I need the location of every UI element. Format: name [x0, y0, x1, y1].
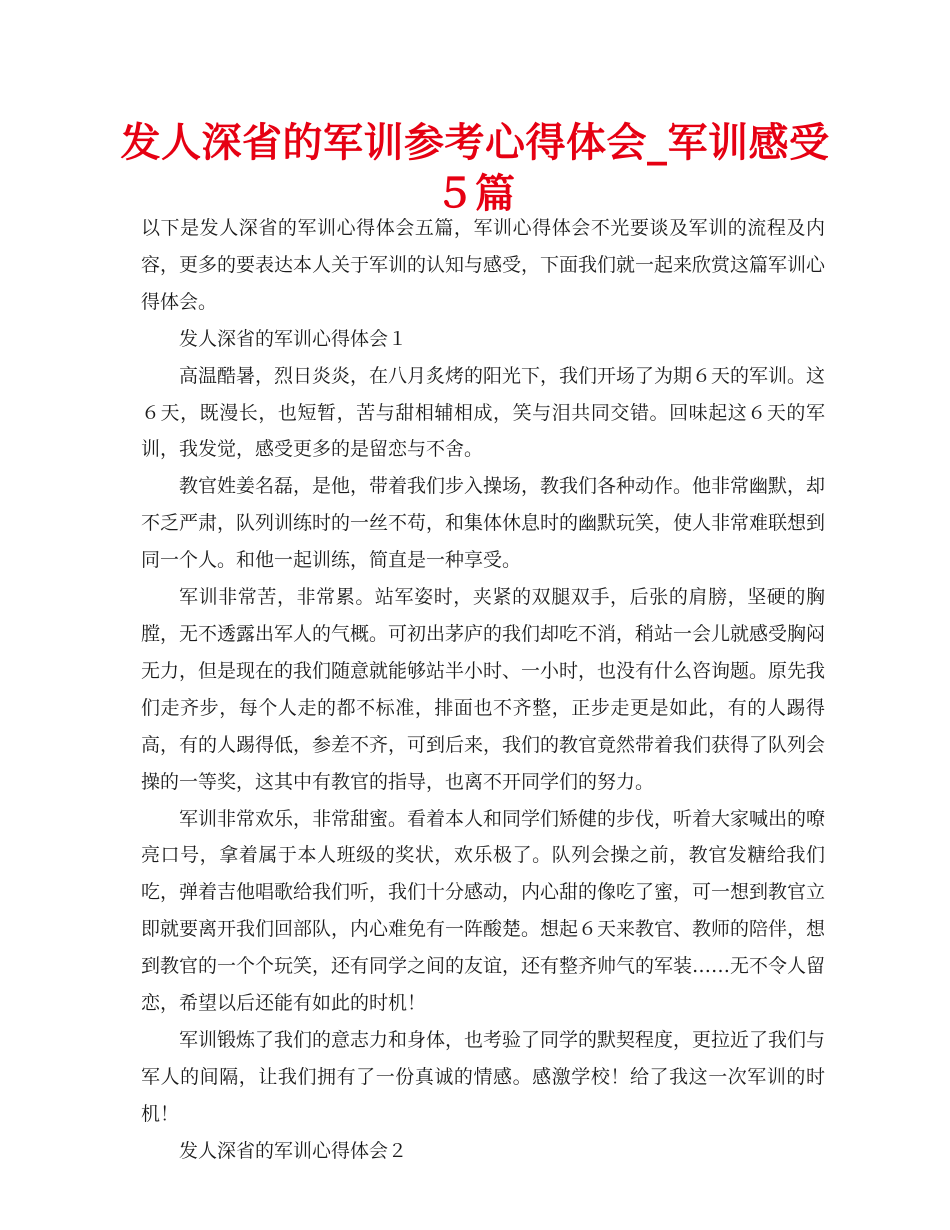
paragraph: 军训锻炼了我们的意志力和身体，也考验了同学的默契程度，更拉近了我们与军人的间隔，让我们拥有了一份真诚的情感。感激学校！给了我这一次军训的时机！ — [141, 1028, 826, 1125]
paragraph: 军训非常苦，非常累。站军姿时，夹紧的双腿双手，后张的肩膀，坚硬的胸膛，无不透露出军人的气概。可初出茅庐的我们却吃不消，稍站一会儿就感受胸闷无力，但是现在的我们随意就能够站半小时、一小时，也没有什么咨询题。原先我们走齐步，每个人走的都不标准，排面也不齐整，正步走更是如此，有的人踢得高，有的人踢得低，参差不齐，可到后来，我们的教官竟然带着我们获得了队列会操的一等奖，这其中有教官的指导，也离不开同学们的努力。 — [141, 586, 826, 793]
paragraph: 高温酷暑，烈日炎炎，在八月炙烤的阳光下，我们开场了为期６天的军训。这６天，既漫长，也短暂，苦与甜相辅相成，笑与泪共同交错。回味起这６天的军训，我发觉，感受更多的是留恋与不舍。 — [141, 364, 826, 461]
document-title: 发人深省的军训参考心得体会_军训感受５篇 — [120, 120, 830, 217]
paragraph: 军训非常欢乐，非常甜蜜。看着本人和同学们矫健的步伐，听着大家喊出的嘹亮口号，拿着属于本人班级的奖状，欢乐极了。队列会操之前，教官发糖给我们吃，弹着吉他唱歌给我们听，我们十分感动，内心甜的像吃了蜜，可一想到教官立即就要离开我们回部队，内心难免有一阵酸楚。想起６天来教官、教师的陪伴，想到教官的一个个玩笑，还有同学之间的友谊，还有整齐帅气的军装……无不令人留恋，希望以后还能有如此的时机！ — [141, 807, 826, 1015]
paragraph: 教官姓姜名磊，是他，带着我们步入操场，教我们各种动作。他非常幽默，却不乏严肃，队列训练时的一丝不苟，和集体休息时的幽默玩笑，使人非常难联想到同一个人。和他一起训练，简直是一种享受。 — [141, 475, 826, 572]
document-body — [141, 210, 825, 1170]
intro-paragraph: 以下是发人深省的军训心得体会五篇，军训心得体会不光要谈及军训的流程及内容，更多的要表达本人关于军训的认知与感受，下面我们就一起来欣赏这篇军训心得体会。 — [141, 217, 826, 313]
section-heading-2: 发人深省的军训心得体会２ — [179, 1139, 408, 1162]
section-heading-1: 发人深省的军训心得体会１ — [179, 327, 408, 350]
